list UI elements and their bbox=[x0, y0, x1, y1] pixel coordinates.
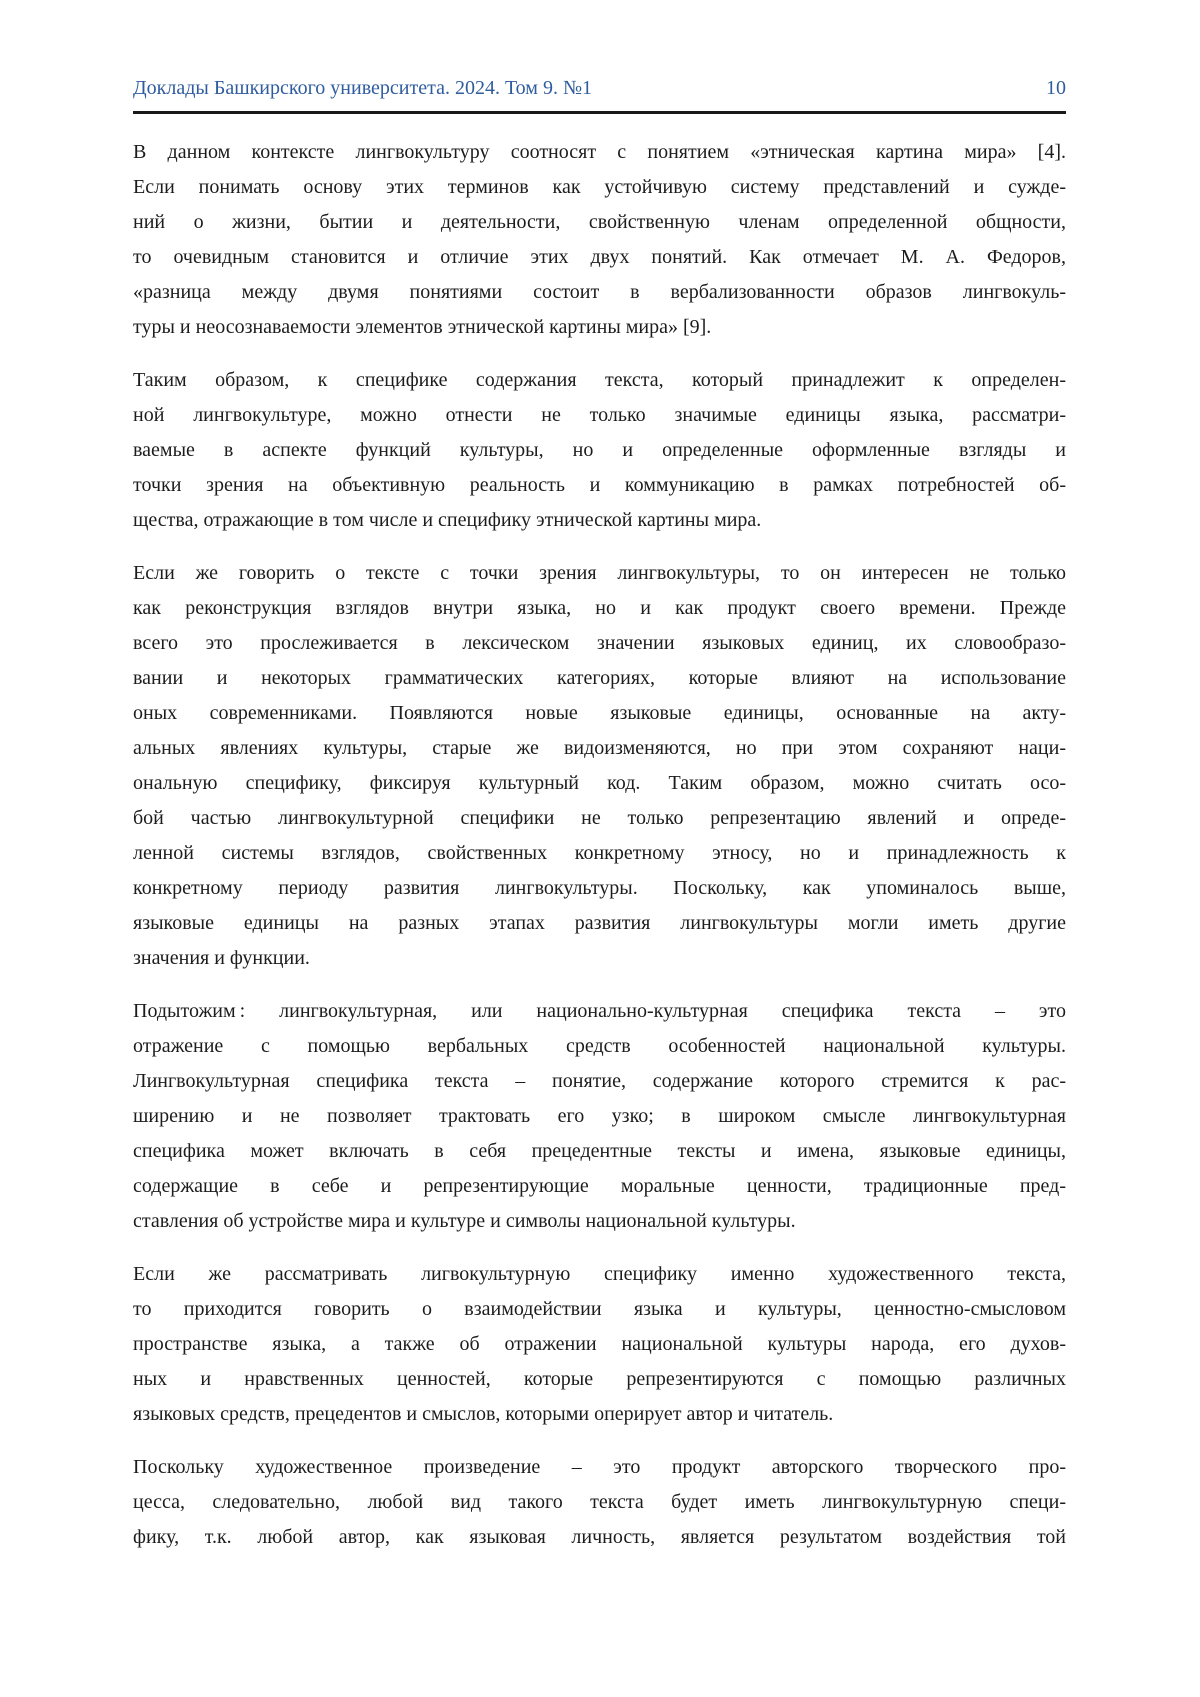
text-line: Если же рассматривать лигвокультурную специфику именно художественного текста, bbox=[133, 1263, 1066, 1285]
header-rule bbox=[133, 111, 1066, 114]
text-line: всего это прослеживается в лексическом значении языковых единиц, их словообразо- bbox=[133, 632, 1066, 654]
text-line: вании и некоторых грамматических категориях, которые влияют на использование bbox=[133, 667, 1066, 689]
page-header bbox=[133, 76, 1066, 100]
text-line: фику, т.к. любой автор, как языковая личность, является результатом воздействия той bbox=[133, 1526, 1066, 1548]
journal-title: Доклады Башкирского университета. 2024. Том 9. №1 bbox=[133, 77, 593, 99]
text-line: «разница между двумя понятиями состоит в вербализованности образов лингвокуль- bbox=[133, 281, 1066, 303]
text-line: пространстве языка, а также об отражении национальной культуры народа, его духов- bbox=[133, 1333, 1066, 1355]
text-line: Таким образом, к специфике содержания текста, который принадлежит к определен- bbox=[133, 369, 1066, 391]
page-number: 10 bbox=[1046, 77, 1066, 99]
paragraph bbox=[133, 1257, 1066, 1432]
text-line: щества, отражающие в том числе и специфику этнической картины мира. bbox=[133, 509, 762, 531]
text-line: ширению и не позволяет трактовать его узко; в широком смысле лингвокультурная bbox=[133, 1105, 1066, 1127]
text-line: Если понимать основу этих терминов как устойчивую систему представлений и сужде- bbox=[133, 176, 1066, 198]
text-line: бой частью лингвокультурной специфики не только репрезентацию явлений и опреде- bbox=[133, 807, 1066, 829]
paragraph bbox=[133, 135, 1066, 345]
paragraph bbox=[133, 556, 1066, 976]
text-line: то очевидным становится и отличие этих двух понятий. Как отмечает М. А. Федоров, bbox=[133, 246, 1066, 268]
text-line: В данном контексте лингвокультуру соотносят с понятием «этническая картина мира» [4]. bbox=[133, 141, 1066, 163]
text-line: ставления об устройстве мира и культуре и символы национальной культуры. bbox=[133, 1210, 796, 1232]
text-line: как реконструкция взглядов внутри языка, но и как продукт своего времени. Прежде bbox=[133, 597, 1066, 619]
document-body bbox=[133, 135, 1066, 1555]
text-line: ваемые в аспекте функций культуры, но и определенные оформленные взгляды и bbox=[133, 439, 1066, 461]
text-line: Подытожим : лингвокультурная, или национально-культурная специфика текста – это bbox=[133, 1000, 1066, 1022]
text-line: альных явлениях культуры, старые же видоизменяются, но при этом сохраняют наци- bbox=[133, 737, 1066, 759]
text-line: Лингвокультурная специфика текста – понятие, содержание которого стремится к рас- bbox=[133, 1070, 1066, 1092]
text-line: точки зрения на объективную реальность и коммуникацию в рамках потребностей об- bbox=[133, 474, 1066, 496]
text-line: специфика может включать в себя прецедентные тексты и имена, языковые единицы, bbox=[133, 1140, 1066, 1162]
text-line: Поскольку художественное произведение – это продукт авторского творческого про- bbox=[133, 1456, 1066, 1478]
text-line: ной лингвокультуре, можно отнести не только значимые единицы языка, рассматри- bbox=[133, 404, 1066, 426]
text-line: ных и нравственных ценностей, которые репрезентируются с помощью различных bbox=[133, 1368, 1066, 1390]
text-line: языковые единицы на разных этапах развития лингвокультуры могли иметь другие bbox=[133, 912, 1066, 934]
text-line: ленной системы взглядов, свойственных конкретному этносу, но и принадлежность к bbox=[133, 842, 1066, 864]
text-line: содержащие в себе и репрезентирующие моральные ценности, традиционные пред- bbox=[133, 1175, 1066, 1197]
text-line: Если же говорить о тексте с точки зрения лингвокультуры, то он интересен не только bbox=[133, 562, 1066, 584]
text-line: отражение с помощью вербальных средств особенностей национальной культуры. bbox=[133, 1035, 1066, 1057]
text-line: значения и функции. bbox=[133, 947, 310, 969]
text-line: оных современниками. Появляются новые языковые единицы, основанные на акту- bbox=[133, 702, 1066, 724]
text-line: конкретному периоду развития лингвокультуры. Поскольку, как упоминалось выше, bbox=[133, 877, 1066, 899]
text-line: ональную специфику, фиксируя культурный код. Таким образом, можно считать осо- bbox=[133, 772, 1066, 794]
text-line: языковых средств, прецедентов и смыслов, которыми оперирует автор и читатель. bbox=[133, 1403, 834, 1425]
text-line: цесса, следовательно, любой вид такого текста будет иметь лингвокультурную специ- bbox=[133, 1491, 1066, 1513]
text-line: то приходится говорить о взаимодействии языка и культуры, ценностно-смысловом bbox=[133, 1298, 1066, 1320]
text-line: ний о жизни, бытии и деятельности, свойственную членам определенной общности, bbox=[133, 211, 1066, 233]
paragraph bbox=[133, 1450, 1066, 1555]
text-line: туры и неосознаваемости элементов этнической картины мира» [9]. bbox=[133, 316, 712, 338]
paragraph bbox=[133, 363, 1066, 538]
paragraph bbox=[133, 994, 1066, 1239]
